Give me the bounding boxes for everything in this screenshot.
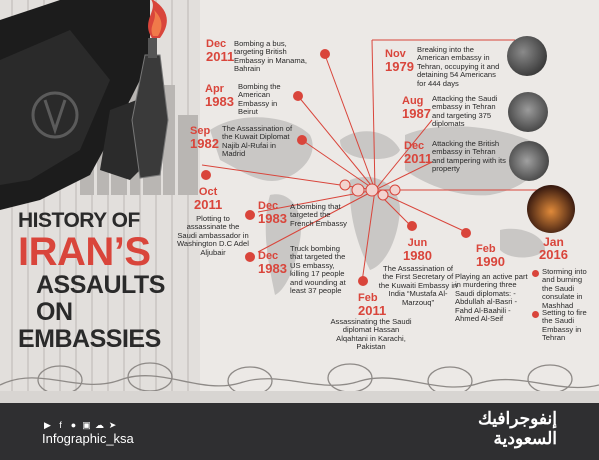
event-description: Truck bombing that targeted the US embassy, killing 17 people and wounding at least 37 people <box>290 244 346 296</box>
photo-1979 <box>507 36 547 76</box>
event-month: Dec <box>404 140 425 152</box>
event-marker <box>358 276 368 286</box>
facebook-icon[interactable]: f <box>59 420 62 430</box>
instagram-icon[interactable]: ▣ <box>82 420 91 430</box>
event-description: Bombing a bus, targeting British Embassy in Manama, Bahrain <box>234 39 308 74</box>
brand-line-2: السعودية <box>493 429 557 448</box>
event-year: 1979 <box>385 59 414 74</box>
event-month: Dec <box>258 200 279 212</box>
event-year: 2011 <box>206 49 235 64</box>
bullet-marker <box>532 311 539 318</box>
event-jan-2016-saudi-missions <box>539 236 568 262</box>
event-month: Jan <box>543 235 564 249</box>
event-dec-1983-french <box>258 200 287 226</box>
event-month: Feb <box>358 292 378 304</box>
event-month: Nov <box>385 48 406 60</box>
event-year: 1990 <box>476 254 505 269</box>
event-oct-2011-washington <box>194 186 222 212</box>
event-description: Attacking the British embassy in Tehran and tampering with its property <box>432 139 506 174</box>
title-line-5: EMBASSIES <box>18 325 161 353</box>
event-year: 1983 <box>258 211 287 226</box>
event-month: Oct <box>198 186 218 198</box>
event-aug-1987-tehran <box>402 95 431 121</box>
event-year: 1987 <box>402 106 431 121</box>
title-line-3: ASSAULTS <box>36 271 165 299</box>
event-marker <box>293 91 303 101</box>
event-description: Attacking the Saudi embassy in Tehran and targeting 375 diplomats <box>432 94 498 129</box>
event-month: Dec <box>258 250 279 262</box>
event-description: Breaking into the American embassy in Tehran, occupying it and detaining 54 Americans for 444 days <box>417 45 500 88</box>
footer-bar <box>0 403 599 460</box>
event-bullet: Setting to fire the Saudi Embassy in Tehran <box>542 308 587 343</box>
event-description: The Assassination of the Kuwait Diplomat Najib Al-Rufai in Madrid <box>222 124 293 159</box>
event-month: Apr <box>205 83 224 95</box>
event-marker <box>297 135 307 145</box>
event-marker <box>201 170 211 180</box>
event-year: 2011 <box>404 151 433 166</box>
event-marker <box>407 221 417 231</box>
brand-line-1: إنفوجرافيك <box>477 409 557 428</box>
event-year: 2011 <box>194 197 223 212</box>
event-marker <box>245 252 255 262</box>
event-year: 1983 <box>205 94 234 109</box>
event-year: 2016 <box>539 247 568 262</box>
event-year: 2011 <box>358 303 387 318</box>
event-marker <box>245 210 255 220</box>
barbed-wire <box>0 345 599 403</box>
event-sep-1982-madrid <box>190 125 219 151</box>
social-handle[interactable]: Infographic_ksa <box>42 431 134 446</box>
event-description: Assassinating the Saudi diplomat Hassan Alqahtani in Karachi, Pakistan <box>330 317 412 352</box>
event-year: 1983 <box>258 261 287 276</box>
event-month: Sep <box>190 125 211 137</box>
photo-2011 <box>509 141 549 181</box>
event-month: Aug <box>402 95 424 107</box>
event-description: Playing an active part in murdering three Saudi diplomats: -Abdullah al-Basri -Fahd Al-Baahili -Ahmed Al-Seif <box>455 272 528 324</box>
event-description: The Assassination of the First Secretary of the Kuwaiti Embassy in India “Mustafa Al-Marzouq” <box>378 264 458 307</box>
event-marker <box>461 228 471 238</box>
title-line-1: HISTORY OF <box>18 209 140 232</box>
event-apr-1983-beirut <box>205 83 234 109</box>
event-nov-1979-tehran <box>385 48 414 74</box>
event-month: Dec <box>206 38 227 50</box>
event-month: Feb <box>476 243 496 255</box>
brand-logo <box>478 409 557 449</box>
event-year: 1982 <box>190 136 219 151</box>
photo-2016 <box>527 185 575 233</box>
youtube-icon[interactable]: ▶ <box>44 420 51 430</box>
event-jun-1980-india <box>403 237 432 263</box>
twitter-icon[interactable]: ● <box>70 420 77 430</box>
event-bullet: Storming into and burning the Saudi consulate in Mashhad <box>542 267 587 310</box>
photo-1987 <box>508 92 548 132</box>
event-description: Bombing the American Embassy in Beirut <box>238 82 281 117</box>
event-feb-1990-saudi-diplomats <box>476 243 505 269</box>
event-description: Plotting to assassinate the Saudi ambassador in Washington D.C Adel Aljubair <box>177 214 249 257</box>
event-month: Jun <box>407 237 428 249</box>
event-dec-2011-tehran <box>404 140 432 166</box>
title-line-2: IRAN’S <box>18 230 151 274</box>
event-year: 1980 <box>403 248 432 263</box>
event-dec-1983-us <box>258 250 287 276</box>
page-title <box>18 210 203 353</box>
telegram-icon[interactable]: ➤ <box>108 420 117 430</box>
event-description: A bombing that targeted the French Embassy <box>290 202 347 228</box>
event-dec-2011-bahrain <box>206 38 234 64</box>
title-line-4: ON <box>36 298 73 326</box>
snapchat-icon[interactable]: ☁ <box>95 420 104 430</box>
bullet-marker <box>532 270 539 277</box>
event-marker <box>320 49 330 59</box>
